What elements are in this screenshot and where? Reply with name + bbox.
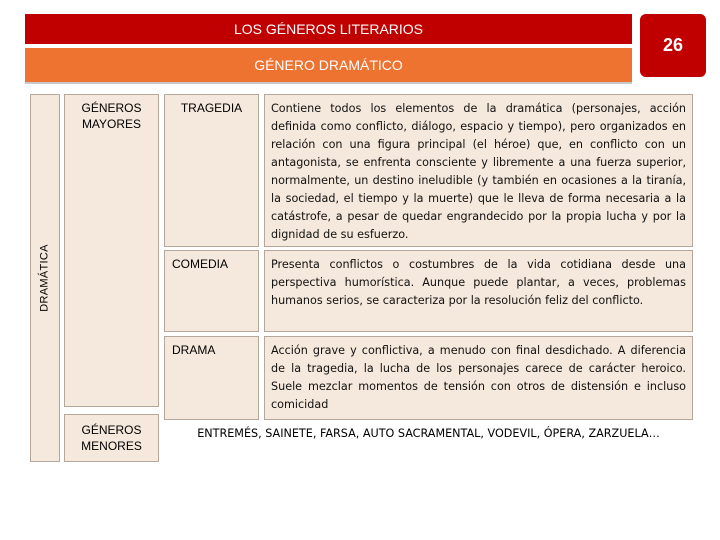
comedia-label: COMEDIA <box>172 257 229 271</box>
menores-label-line2: MENORES <box>81 439 142 453</box>
menores-label <box>64 422 159 454</box>
mayores-label <box>64 100 159 132</box>
menores-label-line1: GÉNEROS <box>81 423 142 437</box>
dramatica-label: DRAMÁTICA <box>39 244 52 312</box>
comedia-description: Presenta conflictos o costumbres de la vida cotidiana desde una perspectiva humorística. Aunque puede plantar, a veces, problemas humanos serios, se caracteriza por la resolución feliz del conflicto. <box>271 258 686 307</box>
menores-list: ENTREMÉS, SAINETE, FARSA, AUTO SACRAMENTAL, VODEVIL, ÓPERA, ZARZUELA… <box>197 427 660 440</box>
mayores-label-line1: GÉNEROS <box>81 101 142 115</box>
dramatica-label-wrapper <box>31 94 59 462</box>
mayores-box <box>64 94 159 407</box>
page-number-badge <box>640 14 706 77</box>
tragedia-label: TRAGEDIA <box>180 101 243 115</box>
drama-description: Acción grave y conflictiva, a menudo con final desdichado. A diferencia de la tragedia, la lucha de los personajes carece de carácter heroico. Suele mezclar momentos de tensión con otros de distensión e incluso comicidad <box>271 344 686 411</box>
tragedia-box <box>164 94 259 247</box>
subtitle-banner <box>25 46 632 84</box>
tragedia-description: Contiene todos los elementos de la dramática (personajes, acción definida como conflicto, diálogo, espacio y tiempo), pero organizados en relación con una figura principal (el héroe) que, en conflicto con un antagonista, se enfrenta consciente y libremente a una fuerza superior, normalmente, un destino ineludible (y también en ocasiones a la tiranía, la sociedad, el tiempo y la muerte) que le lleva de forma necesaria a la catástrofe, a pesar de quedar engrandecido por la propia lucha y por la dignidad de su esfuerzo. <box>271 102 686 241</box>
title-banner <box>25 14 632 44</box>
mayores-label-line2: MAYORES <box>81 117 142 131</box>
page-number: 26 <box>662 35 684 55</box>
page-subtitle: GÉNERO DRAMÁTICO <box>254 57 403 73</box>
page-title: LOS GÉNEROS LITERARIOS <box>233 21 424 37</box>
drama-label: DRAMA <box>172 343 216 357</box>
